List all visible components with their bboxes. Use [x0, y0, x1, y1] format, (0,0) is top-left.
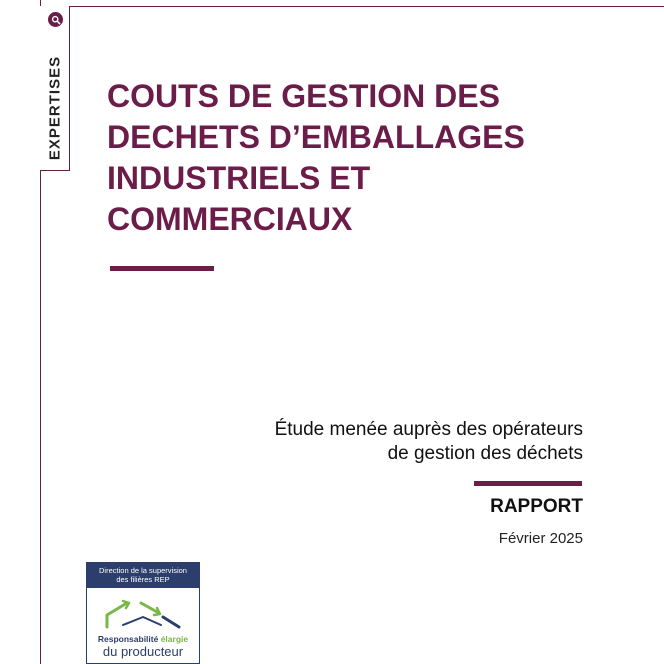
report-rule	[474, 481, 582, 486]
recycling-house-icon	[101, 599, 185, 631]
rep-name-line2: du producteur	[102, 644, 184, 659]
rep-name-part1: Responsabilité	[97, 634, 161, 644]
rep-name-part2: élargie	[160, 634, 189, 644]
expertises-label: EXPERTISES	[46, 55, 64, 161]
rep-name-line1	[87, 634, 199, 644]
title-line: INDUSTRIELS ET	[107, 160, 371, 196]
subtitle-line: de gestion des déchets	[387, 443, 583, 464]
rep-header-line: Direction de la supervision	[99, 566, 187, 575]
rep-logo-header	[87, 563, 199, 588]
publication-date: Février 2025	[498, 530, 583, 547]
rep-logo	[86, 562, 200, 664]
title-line: COUTS DE GESTION DES	[107, 78, 500, 114]
title-line: COMMERCIAUX	[107, 201, 353, 237]
subtitle-line: Étude menée auprès des opérateurs	[274, 419, 583, 440]
report-type-label: RAPPORT	[490, 496, 583, 517]
document-title	[107, 76, 627, 240]
document-subtitle	[163, 418, 583, 466]
title-underline-rule	[110, 266, 214, 271]
rep-header-line: des filières REP	[116, 575, 170, 584]
page-frame-top-rule	[40, 6, 664, 7]
title-line: DECHETS D’EMBALLAGES	[107, 119, 525, 155]
search-icon	[48, 12, 63, 27]
